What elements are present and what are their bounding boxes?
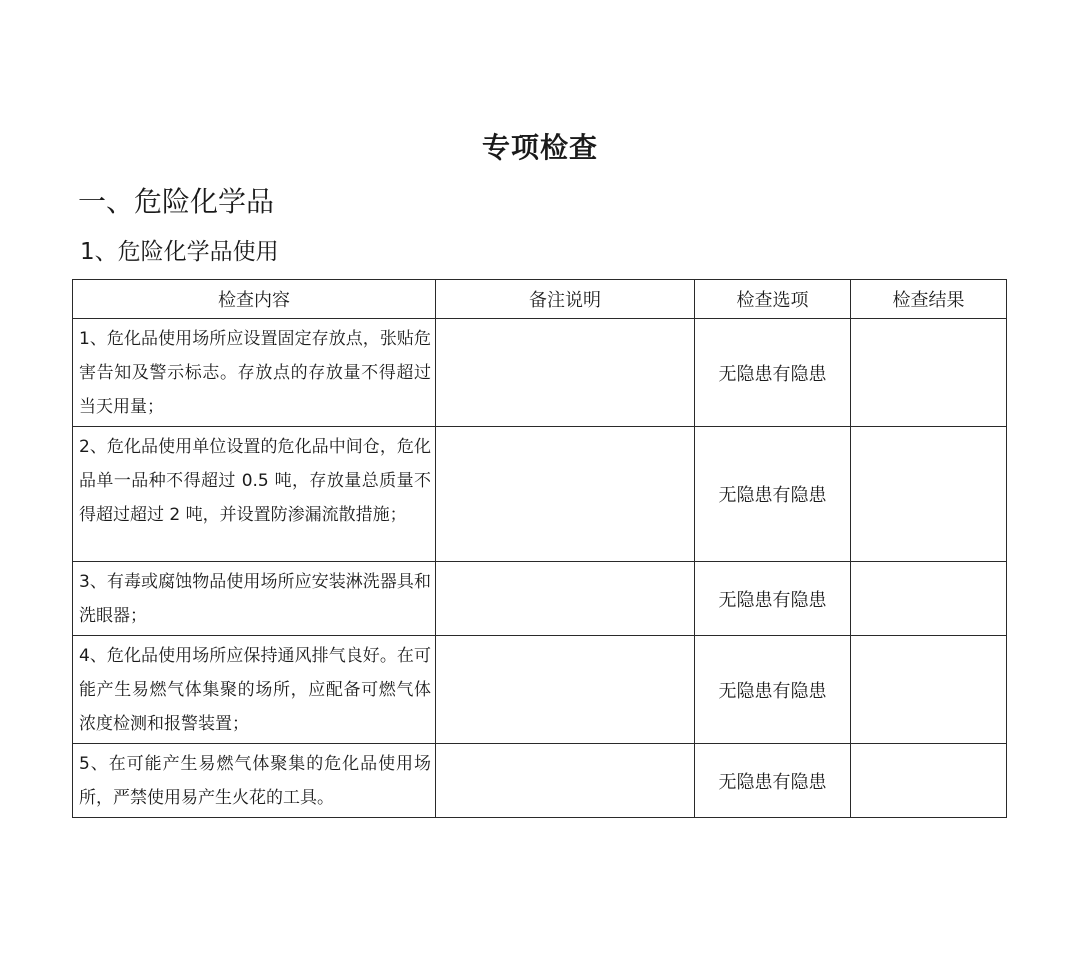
check-option-cell[interactable]: 无隐患有隐患 bbox=[695, 319, 851, 427]
header-check-content: 检查内容 bbox=[73, 280, 436, 319]
document-title: 专项检查 bbox=[481, 131, 598, 164]
check-content-cell: 5、在可能产生易燃气体聚集的危化品使用场所，严禁使用易产生火花的工具。 bbox=[73, 744, 436, 818]
check-result-cell[interactable] bbox=[851, 636, 1007, 744]
check-result-cell[interactable] bbox=[851, 744, 1007, 818]
section-heading: 一、危险化学品 bbox=[78, 185, 275, 218]
table-row bbox=[73, 319, 1007, 427]
table-row bbox=[73, 636, 1007, 744]
check-content-cell: 2、危化品使用单位设置的危化品中间仓，危化品单一品种不得超过 0.5 吨，存放量总质量不得超过超过 2 吨，并设置防渗漏流散措施； bbox=[73, 427, 436, 562]
check-content-cell: 4、危化品使用场所应保持通风排气良好。在可能产生易燃气体集聚的场所，应配备可燃气体浓度检测和报警装置； bbox=[73, 636, 436, 744]
table-row bbox=[73, 562, 1007, 636]
notes-cell[interactable] bbox=[436, 636, 695, 744]
header-check-result: 检查结果 bbox=[851, 280, 1007, 319]
subsection-heading: 1、危险化学品使用 bbox=[80, 239, 279, 265]
table-row bbox=[73, 744, 1007, 818]
header-check-option: 检查选项 bbox=[695, 280, 851, 319]
notes-cell[interactable] bbox=[436, 562, 695, 636]
table-row bbox=[73, 427, 1007, 562]
table-header-row bbox=[73, 280, 1007, 319]
check-result-cell[interactable] bbox=[851, 319, 1007, 427]
check-option-cell[interactable]: 无隐患有隐患 bbox=[695, 636, 851, 744]
header-notes: 备注说明 bbox=[436, 280, 695, 319]
check-option-cell[interactable]: 无隐患有隐患 bbox=[695, 744, 851, 818]
check-content-cell: 1、危化品使用场所应设置固定存放点，张贴危害告知及警示标志。存放点的存放量不得超过当天用量； bbox=[73, 319, 436, 427]
notes-cell[interactable] bbox=[436, 427, 695, 562]
check-option-cell[interactable]: 无隐患有隐患 bbox=[695, 562, 851, 636]
check-result-cell[interactable] bbox=[851, 427, 1007, 562]
check-content-cell: 3、有毒或腐蚀物品使用场所应安装淋洗器具和洗眼器； bbox=[73, 562, 436, 636]
inspection-table bbox=[72, 279, 1007, 818]
check-result-cell[interactable] bbox=[851, 562, 1007, 636]
notes-cell[interactable] bbox=[436, 744, 695, 818]
notes-cell[interactable] bbox=[436, 319, 695, 427]
check-option-cell[interactable]: 无隐患有隐患 bbox=[695, 427, 851, 562]
